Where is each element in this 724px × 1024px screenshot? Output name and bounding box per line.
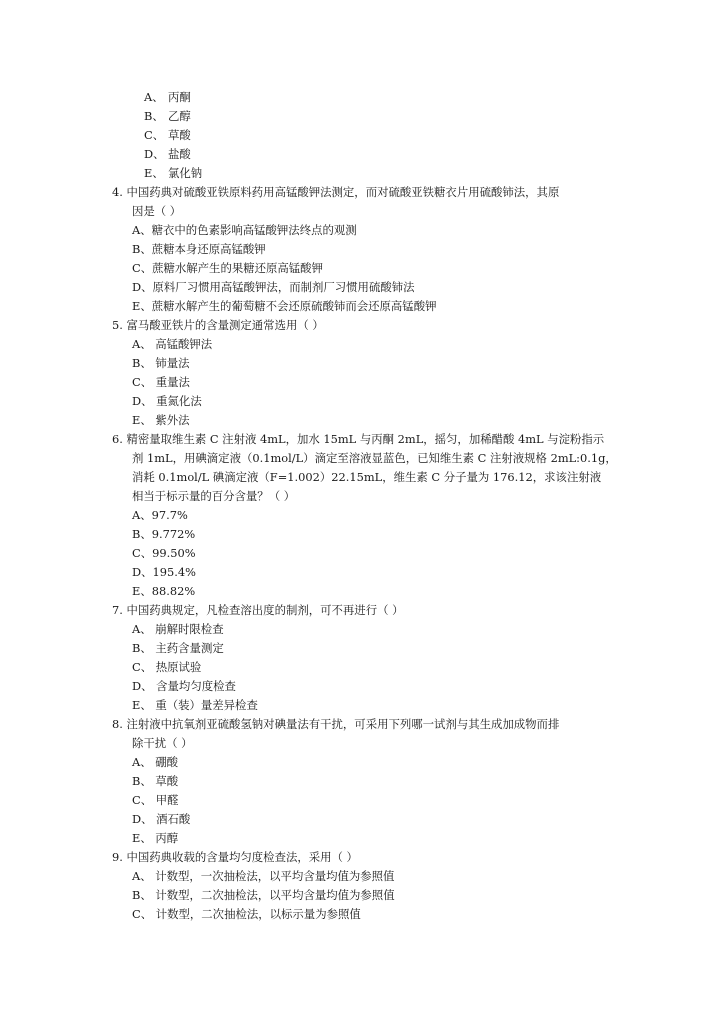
question-continuation: 剂 1mL，用碘滴定液（0.1mol/L）滴定至溶液显蓝色，已知维生素 C 注射液规格 2mL:0.1g，	[132, 451, 617, 465]
answer-option: D、 含量均匀度检查	[132, 679, 236, 693]
option-letter: D、	[144, 147, 165, 161]
answer-option: E、88.82%	[132, 584, 196, 598]
answer-option: B、 计数型，二次抽检法，以平均含量均值为参照值	[132, 888, 395, 902]
answer-option: A、 计数型，一次抽检法，以平均含量均值为参照值	[132, 869, 395, 883]
option-letter: B、	[144, 109, 164, 123]
option-text: 氯化钠	[168, 166, 203, 180]
option-letter: E、	[144, 166, 164, 180]
answer-option: A、 崩解时限检查	[132, 622, 224, 636]
question-text: 9. 中国药典收载的含量均匀度检查法，采用（ ）	[112, 850, 358, 864]
answer-option	[144, 164, 202, 183]
answer-option: B、 主药含量测定	[132, 641, 224, 655]
answer-option	[144, 126, 191, 145]
answer-option: B、 草酸	[132, 774, 179, 788]
answer-option: D、195.4%	[132, 565, 196, 579]
answer-option	[144, 88, 191, 107]
option-text: 盐酸	[168, 147, 191, 161]
question-text: 5. 富马酸亚铁片的含量测定通常选用（ ）	[112, 318, 324, 332]
answer-option: A、97.7%	[132, 508, 188, 522]
option-text: 乙醇	[168, 109, 191, 123]
answer-option: C、 计数型，二次抽检法，以标示量为参照值	[132, 907, 361, 921]
answer-option: B、9.772%	[132, 527, 196, 541]
answer-option: E、 丙醇	[132, 831, 179, 845]
question-text: 7. 中国药典规定，凡检查溶出度的制剂，可不再进行（ ）	[112, 603, 404, 617]
question-text: 8. 注射液中抗氧剂亚硫酸氢钠对碘量法有干扰，可采用下列哪一试剂与其生成加成物而排	[112, 717, 560, 731]
answer-option	[144, 107, 191, 126]
answer-option: A、 硼酸	[132, 755, 179, 769]
answer-option: C、蔗糖水解产生的果糖还原高锰酸钾	[132, 261, 323, 275]
answer-option: D、 酒石酸	[132, 812, 191, 826]
answer-option: E、 重（装）量差异检查	[132, 698, 258, 712]
question-text: 6. 精密量取维生素 C 注射液 4mL，加水 15mL 与丙酮 2mL，摇匀，加稀醋酸 4mL 与淀粉指示	[112, 432, 605, 446]
option-letter: C、	[144, 128, 165, 142]
question-continuation: 相当于标示量的百分含量？（ ）	[132, 489, 296, 503]
answer-option: E、蔗糖水解产生的葡萄糖不会还原硫酸铈而会还原高锰酸钾	[132, 299, 437, 313]
question-continuation: 消耗 0.1mol/L 碘滴定液（F=1.002）22.15mL，维生素 C 分子量为 176.12，求该注射液	[132, 470, 602, 484]
answer-option: C、 甲醛	[132, 793, 179, 807]
question-text: 4. 中国药典对硫酸亚铁原料药用高锰酸钾法测定，而对硫酸亚铁糖衣片用硫酸铈法，其原	[112, 185, 560, 199]
answer-option: C、 热原试验	[132, 660, 202, 674]
answer-option: D、原料厂习惯用高锰酸钾法，而制剂厂习惯用硫酸铈法	[132, 280, 415, 294]
question-continuation: 除干扰（ ）	[132, 736, 193, 750]
option-text: 草酸	[168, 128, 191, 142]
answer-option: B、蔗糖本身还原高锰酸钾	[132, 242, 266, 256]
answer-option	[144, 145, 191, 164]
answer-option: B、 铈量法	[132, 356, 190, 370]
answer-option: E、 紫外法	[132, 413, 190, 427]
question-continuation: 因是（ ）	[132, 204, 182, 218]
option-text: 丙酮	[168, 90, 191, 104]
answer-option: A、糖衣中的色素影响高锰酸钾法终点的观测	[132, 223, 357, 237]
answer-option: A、 高锰酸钾法	[132, 337, 213, 351]
answer-option: C、 重量法	[132, 375, 190, 389]
option-letter: A、	[144, 90, 164, 104]
answer-option: C、99.50%	[132, 546, 196, 560]
answer-option: D、 重氮化法	[132, 394, 202, 408]
